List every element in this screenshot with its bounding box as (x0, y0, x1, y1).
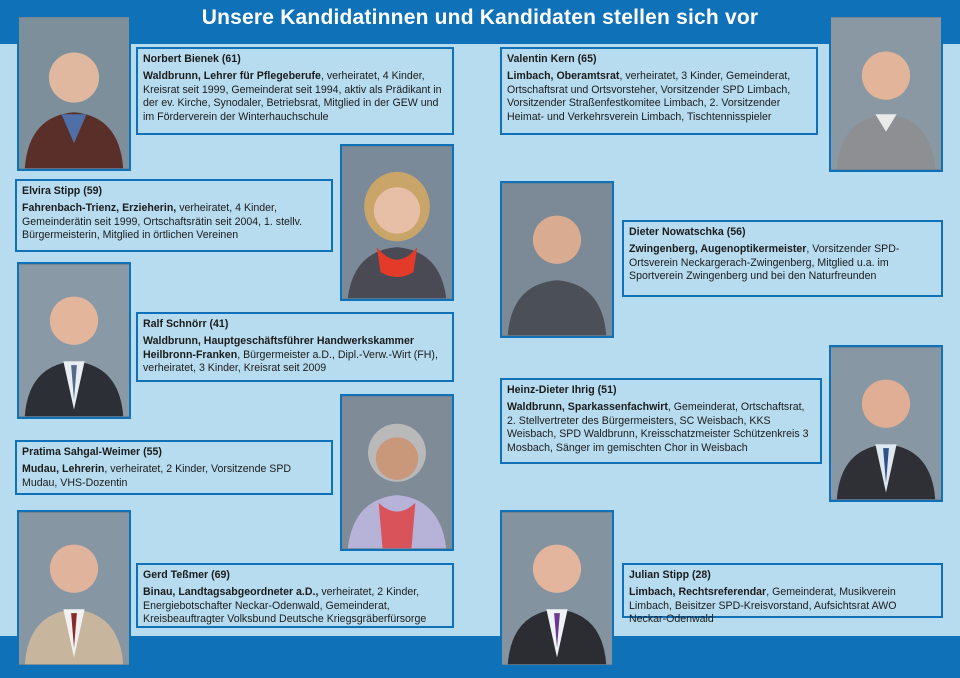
candidate-details: , Gemeinderat, Musikverein Limbach, Beisitzer SPD-Kreisvorstand, Aufsichtsrat AWO Neckar-Odenwald (629, 586, 897, 626)
candidate-lead: Waldbrunn, Hauptgeschäftsführer Handwerkskammer Heilbronn-Franken (143, 335, 414, 361)
candidate-name: Julian Stipp (28) (629, 569, 711, 581)
candidate-card-elvira-stipp (15, 179, 333, 252)
candidate-name: Valentin Kern (65) (507, 53, 597, 65)
person-photo-icon (502, 183, 612, 336)
person-photo-icon (19, 512, 129, 665)
candidate-details: , Gemeinderat, Ortschaftsrat, 2. Stellvertreter des Bürgermeisters, SC Weisbach, KKS Weisbach, SPD Waldbrunn, Kreisschatzmeister Schützenkreis 3 Mosbach, Sänger im gemischten Chor in Weisbach (507, 401, 809, 454)
person-photo-icon (502, 512, 612, 665)
candidate-name: Norbert Bienek (61) (143, 53, 241, 65)
portrait-heinz-dieter-ihrig (829, 345, 943, 502)
candidate-name: Elvira Stipp (59) (22, 185, 103, 197)
candidate-lead: Zwingenberg, Augenoptikermeister (629, 243, 807, 256)
candidate-details: , Vorsitzender SPD-Ortsverein Neckargerach-Zwingenberg, Mitglied u.a. im Sportverein Zwingenberg und bei den Naturfreunden (629, 243, 900, 283)
person-photo-icon (342, 396, 452, 549)
bottom-band (0, 636, 960, 678)
candidate-card-julian-stipp (622, 563, 943, 626)
candidate-name: Dieter Nowatschka (56) (629, 226, 746, 238)
portrait-elvira-stipp (340, 144, 454, 301)
candidate-name: Pratima Sahgal-Weimer (55) (22, 446, 162, 458)
candidate-name: Heinz-Dieter Ihrig (51) (507, 384, 617, 396)
candidate-lead: Fahrenbach-Trienz, Erzieherin, (22, 202, 177, 215)
portrait-gerd-tessmer (17, 510, 131, 667)
person-photo-icon (831, 17, 941, 170)
person-photo-icon (831, 347, 941, 500)
portrait-pratima-sahgal-weimer (340, 394, 454, 551)
candidate-details: verheiratet, 2 Kinder, Energiebotschafter Neckar-Odenwald, Gemeinderat, Kreisbeauftragter Volksbund Deutsche Kriegsgräberfürsorge (143, 586, 427, 626)
candidate-card-pratima-sahgal-weimer (15, 440, 333, 495)
candidate-details: , Bürgermeister a.D., Dipl.-Verw.-Wirt (FH), verheiratet, 3 Kinder, Kreisrat seit 2009 (143, 348, 438, 375)
person-photo-icon (19, 17, 129, 169)
candidate-details: , verheiratet, 2 Kinder, Vorsitzende SPD Mudau, VHS-Dozentin (22, 463, 292, 489)
portrait-dieter-nowatschka (500, 181, 614, 338)
candidate-lead: Waldbrunn, Sparkassenfachwirt (507, 401, 668, 414)
candidate-card-heinz-dieter-ihrig (500, 378, 822, 464)
candidate-card-valentin-kern (500, 47, 818, 135)
candidate-details: , verheiratet, 3 Kinder, Gemeinderat, Ortschaftsrat und Ortsvorsteher, Vorsitzender SPD Limbach, Vorsitzender Straßenfestkomitee Limbach, 2. Vorsitzender Heimat- und Verkehrsverein Limbach, Tischtennisspieler (507, 70, 791, 123)
candidate-card-norbert-bienek (136, 47, 454, 135)
candidate-card-dieter-nowatschka (622, 220, 943, 297)
portrait-norbert-bienek (17, 15, 131, 171)
candidate-lead: Limbach, Rechtsreferendar (629, 586, 767, 599)
candidate-details: verheiratet, 4 Kinder, Gemeinderätin seit 1999, Ortschaftsrätin seit 2004, 1. stellv. Bürgermeisterin, Mitglied in örtlichen Vereinen (22, 202, 303, 242)
page-title: Unsere Kandidatinnen und Kandidaten stellen sich vor (201, 6, 759, 29)
candidate-lead: Binau, Landtagsabgeordneter a.D., (143, 586, 319, 599)
person-photo-icon (342, 146, 452, 299)
portrait-ralf-schnoerr (17, 262, 131, 419)
candidate-name: Gerd Teßmer (69) (143, 569, 230, 581)
portrait-julian-stipp (500, 510, 614, 667)
candidate-lead: Waldbrunn, Lehrer für Pflegeberufe (143, 70, 321, 83)
candidate-lead: Mudau, Lehrerin (22, 463, 105, 476)
candidate-details: , verheiratet, 4 Kinder, Kreisrat seit 1999, Gemeinderat seit 1994, aktiv als Prädikant in der ev. Kirche, Synodaler, Betriebsrat, Mitglied in der GEW und im Förderverein der Winterhauchschule (143, 70, 442, 123)
candidate-name: Ralf Schnörr (41) (143, 318, 229, 330)
candidate-lead: Limbach, Oberamtsrat (507, 70, 620, 83)
candidate-card-ralf-schnoerr (136, 312, 454, 382)
candidate-card-gerd-tessmer (136, 563, 454, 628)
portrait-valentin-kern (829, 15, 943, 172)
person-photo-icon (19, 264, 129, 417)
